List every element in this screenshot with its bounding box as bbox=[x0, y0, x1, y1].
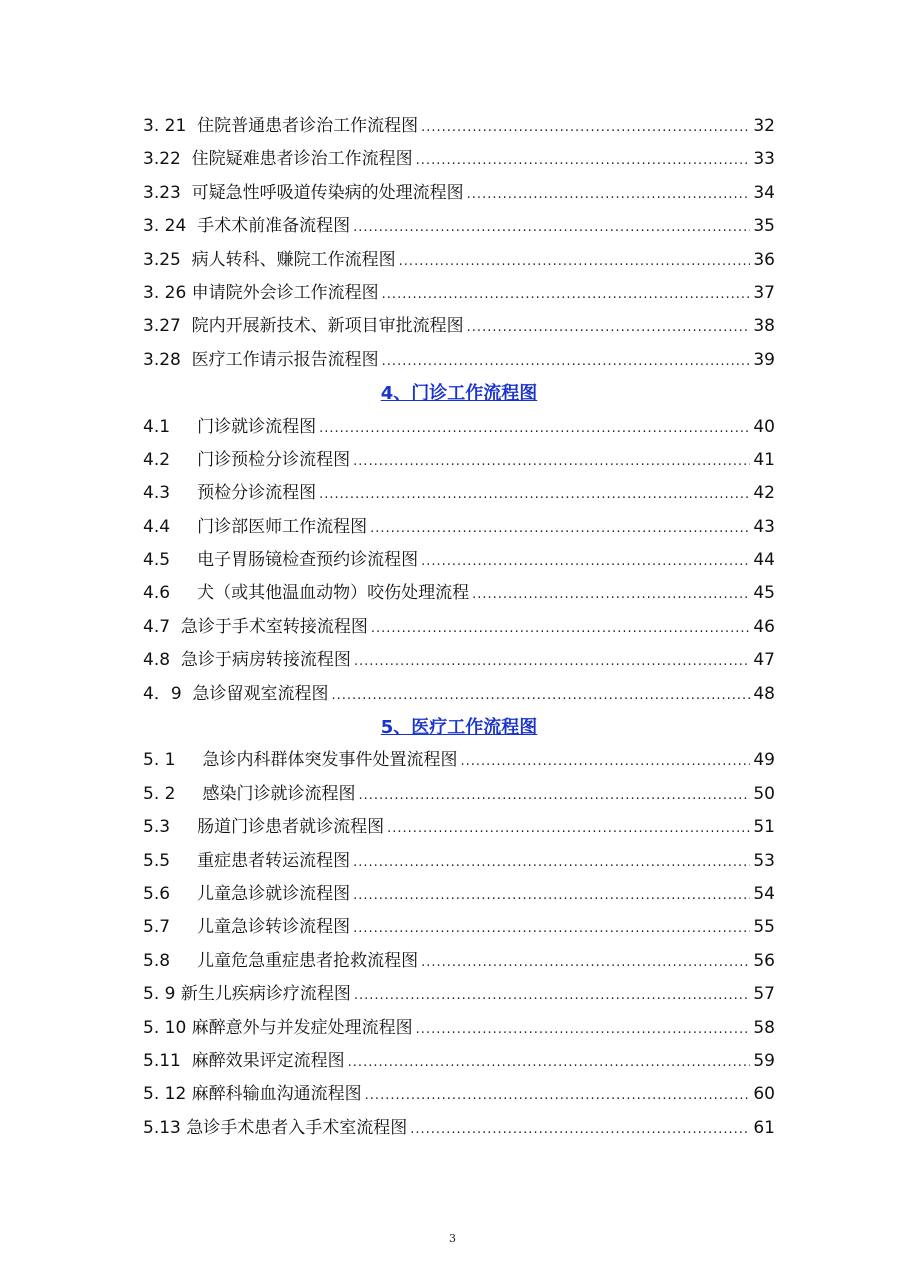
toc-entry-number: 5.11 bbox=[143, 1050, 181, 1071]
toc-dot-leader bbox=[354, 645, 751, 678]
toc-entry-spacing bbox=[181, 177, 192, 210]
toc-entry-title: 儿童急诊就诊流程图 bbox=[197, 883, 351, 904]
toc-entry-title: 肠道门诊患者就诊流程图 bbox=[197, 817, 385, 838]
toc-entry-spacing bbox=[170, 477, 197, 510]
toc-entry[interactable] bbox=[143, 644, 775, 677]
toc-section-heading[interactable]: 5、医疗工作流程图 bbox=[380, 717, 538, 739]
toc-entry-spacing bbox=[175, 778, 202, 811]
toc-entry[interactable] bbox=[143, 611, 775, 644]
toc-entry[interactable] bbox=[143, 444, 775, 477]
toc-dot-leader bbox=[319, 412, 750, 445]
toc-dot-leader bbox=[382, 345, 751, 378]
toc-entry[interactable] bbox=[143, 1078, 775, 1111]
toc-entry-page: 41 bbox=[753, 449, 775, 470]
toc-entry-title: 急诊留观室流程图 bbox=[192, 683, 329, 704]
toc-entry-page: 42 bbox=[753, 483, 775, 504]
toc-entry-page: 57 bbox=[753, 984, 775, 1005]
toc-entry-number: 5.6 bbox=[143, 883, 171, 904]
toc-section-heading[interactable]: 4、门诊工作流程图 bbox=[380, 383, 538, 405]
toc-entry-number: 5. 2 bbox=[143, 783, 176, 804]
toc-entry-spacing bbox=[170, 411, 197, 444]
toc-entry-spacing bbox=[170, 611, 181, 644]
toc-entry[interactable] bbox=[143, 1112, 775, 1145]
toc-entry[interactable] bbox=[143, 143, 775, 176]
toc-entry-page: 43 bbox=[753, 516, 775, 537]
toc-entry-spacing bbox=[186, 210, 197, 243]
toc-entry-number: 3. 21 bbox=[143, 116, 187, 136]
toc-entry-spacing bbox=[170, 945, 197, 978]
toc-dot-leader bbox=[358, 779, 750, 812]
toc-entry[interactable] bbox=[143, 945, 775, 978]
toc-entry-page: 33 bbox=[753, 149, 775, 170]
toc-dot-leader bbox=[353, 846, 750, 879]
toc-dot-leader bbox=[460, 745, 750, 778]
toc-entry[interactable] bbox=[143, 1045, 775, 1078]
toc-dot-leader bbox=[467, 311, 751, 344]
toc-entry-spacing bbox=[182, 678, 193, 711]
toc-entry-title: 儿童危急重症患者抢救流程图 bbox=[197, 950, 419, 971]
toc-entry-number: 4．9 bbox=[143, 683, 182, 704]
toc-dot-leader bbox=[353, 879, 750, 912]
toc-entry[interactable] bbox=[143, 511, 775, 544]
toc-dot-leader bbox=[382, 278, 751, 311]
toc-entry-title: 急诊于手术室转接流程图 bbox=[180, 616, 368, 637]
toc-dot-leader bbox=[399, 245, 751, 278]
toc-entry-number: 4.3 bbox=[143, 483, 171, 504]
toc-dot-leader bbox=[353, 445, 750, 478]
toc-entry-title: 医疗工作请示报告流程图 bbox=[191, 349, 379, 370]
toc-entry-page: 51 bbox=[753, 817, 775, 838]
toc-entry-page: 55 bbox=[753, 917, 775, 938]
toc-entry-page: 61 bbox=[753, 1117, 775, 1138]
toc-entry[interactable] bbox=[143, 811, 775, 844]
toc-entry-spacing bbox=[181, 244, 192, 277]
toc-entry-number: 3. 24 bbox=[143, 216, 187, 237]
toc-entry-spacing bbox=[181, 344, 192, 377]
toc-entry-number: 4.4 bbox=[143, 516, 171, 537]
toc-entry[interactable] bbox=[143, 544, 775, 577]
toc-entry[interactable] bbox=[143, 310, 775, 343]
toc-entry[interactable] bbox=[143, 110, 775, 143]
toc-dot-leader bbox=[472, 578, 750, 611]
toc-entry-page: 35 bbox=[753, 216, 775, 237]
toc-entry[interactable] bbox=[143, 1012, 775, 1045]
toc-entry-title: 病人转科、赚院工作流程图 bbox=[191, 249, 396, 270]
toc-entry-page: 46 bbox=[753, 616, 775, 637]
toc-entry-number: 3. 26 bbox=[143, 282, 187, 303]
toc-entry-page: 58 bbox=[753, 1017, 775, 1038]
toc-entry-page: 59 bbox=[753, 1050, 775, 1071]
toc-entry-number: 3.25 bbox=[143, 249, 181, 270]
toc-entry-number: 3.23 bbox=[143, 182, 181, 203]
toc-entry[interactable] bbox=[143, 477, 775, 510]
toc-entry-number: 4.1 bbox=[143, 416, 171, 437]
toc-dot-leader bbox=[416, 1013, 751, 1046]
toc-entry-spacing bbox=[181, 1045, 192, 1078]
toc-entry-page: 45 bbox=[753, 583, 775, 604]
page-number: 3 bbox=[449, 1232, 456, 1245]
toc-entry-spacing bbox=[170, 878, 197, 911]
toc-entry-title: 新生儿疾病诊疗流程图 bbox=[180, 984, 351, 1005]
toc-entry-title: 重症患者转运流程图 bbox=[197, 850, 351, 871]
toc-entry-title: 急诊手术患者入手术室流程图 bbox=[186, 1117, 408, 1138]
toc-entry[interactable] bbox=[143, 411, 775, 444]
toc-entry-title: 电子胃肠镜检查预约诊流程图 bbox=[197, 550, 419, 571]
toc-entry-number: 4.6 bbox=[143, 583, 171, 604]
toc-entry-page: 48 bbox=[753, 683, 775, 704]
toc-dot-leader bbox=[370, 512, 750, 545]
toc-entry-spacing bbox=[170, 644, 181, 677]
toc-entry-title: 麻醉科输血沟通流程图 bbox=[191, 1084, 362, 1105]
toc-dot-leader bbox=[354, 979, 751, 1012]
toc-entry[interactable] bbox=[143, 878, 775, 911]
toc-entry-page: 44 bbox=[753, 550, 775, 571]
toc-dot-leader bbox=[371, 612, 751, 645]
toc-entry[interactable] bbox=[143, 744, 775, 777]
toc-entry-number: 3.22 bbox=[143, 149, 181, 170]
toc-entry[interactable] bbox=[143, 845, 775, 878]
toc-dot-leader bbox=[416, 144, 751, 177]
toc-entry-page: 49 bbox=[753, 750, 775, 771]
toc-dot-leader bbox=[421, 946, 750, 979]
toc-entry-title: 麻醉意外与并发症处理流程图 bbox=[191, 1017, 413, 1038]
toc-entry-page: 37 bbox=[753, 282, 775, 303]
toc-dot-leader bbox=[353, 211, 750, 244]
toc-entry-page: 56 bbox=[753, 950, 775, 971]
toc-dot-leader bbox=[421, 111, 750, 144]
toc-entry-number: 5.7 bbox=[143, 917, 171, 938]
toc-entry-title: 急诊内科群体突发事件处置流程图 bbox=[202, 750, 458, 771]
toc-entry-title: 住院疑难患者诊治工作流程图 bbox=[191, 149, 413, 170]
toc-entry-number: 3.28 bbox=[143, 349, 181, 370]
toc-entry[interactable] bbox=[143, 778, 775, 811]
toc-entry-title: 犬（或其他温血动物）咬伤处理流程 bbox=[197, 583, 470, 604]
toc-entry[interactable] bbox=[143, 911, 775, 944]
toc-entry-title: 麻醉效果评定流程图 bbox=[191, 1050, 345, 1071]
toc-entry-number: 4.7 bbox=[143, 616, 171, 637]
toc-entry-page: 54 bbox=[753, 883, 775, 904]
toc-entry-number: 5.3 bbox=[143, 817, 171, 838]
toc-entry-page: 53 bbox=[753, 850, 775, 871]
toc-entry-page: 32 bbox=[753, 116, 775, 136]
toc-entry-number: 5.8 bbox=[143, 950, 171, 971]
toc-dot-leader bbox=[353, 912, 750, 945]
toc-entry-title: 可疑急性呼吸道传染病的处理流程图 bbox=[191, 182, 464, 203]
toc-entry-spacing bbox=[170, 577, 197, 610]
toc-entry-title: 院内开展新技术、新项目审批流程图 bbox=[191, 316, 464, 337]
toc-entry-page: 36 bbox=[753, 249, 775, 270]
toc-entry-title: 儿童急诊转诊流程图 bbox=[197, 917, 351, 938]
toc-entry-number: 5.13 bbox=[143, 1117, 181, 1138]
toc-entry[interactable] bbox=[143, 577, 775, 610]
toc-dot-leader bbox=[387, 812, 750, 845]
toc-entry-page: 34 bbox=[753, 182, 775, 203]
toc-entry-number: 4.8 bbox=[143, 650, 171, 671]
toc-entry-spacing bbox=[181, 310, 192, 343]
toc-entry-spacing bbox=[170, 811, 197, 844]
toc-dot-leader bbox=[348, 1046, 751, 1079]
toc-entry-page: 40 bbox=[753, 416, 775, 437]
toc-entry-number: 4.2 bbox=[143, 449, 171, 470]
toc-entry-number: 4.5 bbox=[143, 550, 171, 571]
toc-entry-number: 5. 10 bbox=[143, 1017, 187, 1038]
toc-entry-title: 感染门诊就诊流程图 bbox=[202, 783, 356, 804]
toc-dot-leader bbox=[331, 679, 750, 712]
toc-entry-number: 3.27 bbox=[143, 316, 181, 337]
toc-entry-number: 5.5 bbox=[143, 850, 171, 871]
toc-entry-title: 急诊于病房转接流程图 bbox=[180, 650, 351, 671]
toc-entry[interactable] bbox=[143, 277, 775, 310]
toc-entry-title: 门诊部医师工作流程图 bbox=[197, 516, 368, 537]
toc-entry-title: 住院普通患者诊治工作流程图 bbox=[197, 116, 419, 136]
toc-entry-spacing bbox=[170, 911, 197, 944]
toc-entry-title: 手术术前准备流程图 bbox=[197, 216, 351, 237]
toc-dot-leader bbox=[319, 478, 750, 511]
toc-entry[interactable] bbox=[143, 344, 775, 377]
toc-entry[interactable] bbox=[143, 978, 775, 1011]
toc-entry-page: 38 bbox=[753, 316, 775, 337]
toc-entry-spacing bbox=[175, 744, 202, 777]
toc-entry-number: 5. 1 bbox=[143, 750, 176, 771]
toc-entry-title: 门诊就诊流程图 bbox=[197, 416, 317, 437]
toc-dot-leader bbox=[410, 1113, 750, 1146]
toc-entry-number: 5. 12 bbox=[143, 1084, 187, 1105]
toc-entry-page: 47 bbox=[753, 650, 775, 671]
toc-entry-page: 50 bbox=[753, 783, 775, 804]
toc-entry-title: 申请院外会诊工作流程图 bbox=[191, 282, 379, 303]
toc-entry-title: 门诊预检分诊流程图 bbox=[197, 449, 351, 470]
toc-entry[interactable] bbox=[143, 177, 775, 210]
toc-dot-leader bbox=[365, 1079, 751, 1112]
toc-entry-title: 预检分诊流程图 bbox=[197, 483, 317, 504]
toc-entry-page: 60 bbox=[753, 1084, 775, 1105]
toc-dot-leader bbox=[467, 178, 751, 211]
toc-entry-spacing bbox=[170, 845, 197, 878]
toc-entry-page: 39 bbox=[753, 349, 775, 370]
toc-entry[interactable] bbox=[143, 210, 775, 243]
table-of-contents bbox=[143, 110, 775, 1145]
toc-entry-spacing bbox=[181, 143, 192, 176]
toc-entry-spacing bbox=[170, 511, 197, 544]
toc-entry-spacing bbox=[186, 110, 197, 143]
toc-entry[interactable] bbox=[143, 244, 775, 277]
toc-dot-leader bbox=[421, 545, 750, 578]
toc-entry-number: 5. 9 bbox=[143, 984, 176, 1005]
toc-entry[interactable] bbox=[143, 678, 775, 711]
toc-entry-spacing bbox=[170, 444, 197, 477]
toc-entry-spacing bbox=[170, 544, 197, 577]
